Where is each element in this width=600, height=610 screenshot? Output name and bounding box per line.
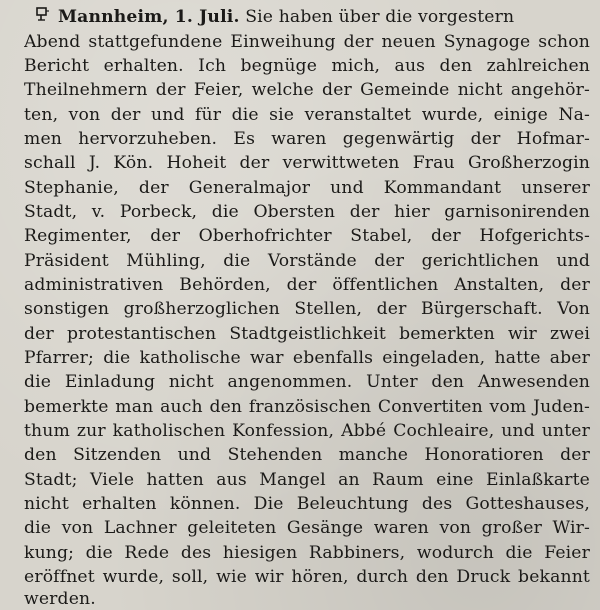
article-line: Regimenter, der Oberhofrichter Stabel, der Hofgerichts- [24,226,590,246]
article-line: men hervorzuheben. Es waren gegenwärtig der Hofmar- [24,129,590,149]
article-line: der protestantischen Stadtgeistlichkeit bemerkten wir zwei [24,324,590,344]
article-line: ten, von der und für die sie veranstaltet wurde, einige Na- [24,105,590,125]
article-line: kung; die Rede des hiesigen Rabbiners, wodurch die Feier [24,543,590,563]
pointing-finger-icon [36,6,50,22]
article-line: Stephanie, der Generalmajor und Kommandant unserer [24,178,590,198]
article-line: thum zur katholischen Konfession, Abbé Cochleaire, und unter [24,421,590,441]
article-line: Stadt; Viele hatten aus Mangel an Raum eine Einlaßkarte [24,470,590,490]
article-line: eröffnet wurde, soll, wie wir hören, durch den Druck bekannt [24,567,590,587]
article-line: die Einladung nicht angenommen. Unter den Anwesenden [24,372,590,392]
article-line: Pfarrer; die katholische war ebenfalls eingeladen, hatte aber [24,348,590,368]
article-line: schall J. Kön. Hoheit der verwittweten Frau Großherzogin [24,153,590,173]
dateline-date: 1. Juli. [168,7,240,27]
article-line: den Sitzenden und Stehenden manche Honoratioren der [24,445,590,465]
article-line: die von Lachner geleiteten Gesänge waren von großer Wir- [24,518,590,538]
article-line: Stadt, v. Porbeck, die Obersten der hier garnisonirenden [24,202,590,222]
article-line: werden. [24,589,96,609]
article-line: bemerkte man auch den französischen Convertiten vom Juden- [24,397,590,417]
article-line: Abend stattgefundene Einweihung der neuen Synagoge schon [24,32,590,52]
dateline-place: Mannheim, [58,7,169,27]
article-line: Präsident Mühling, die Vorstände der gerichtlichen und [24,251,590,271]
article-line: nicht erhalten können. Die Beleuchtung des Gotteshauses, [24,494,590,514]
first-line-text: Sie haben über die vorgestern [239,7,515,27]
article-line: administrativen Behörden, der öffentlichen Anstalten, der [24,275,590,295]
article-line: Bericht erhalten. Ich begnüge mich, aus den zahlreichen [24,56,590,76]
article-line-1 [58,6,590,28]
article-line: sonstigen großherzoglichen Stellen, der Bürgerschaft. Von [24,299,590,319]
article-line: Theilnehmern der Feier, welche der Gemeinde nicht angehör- [24,80,590,100]
